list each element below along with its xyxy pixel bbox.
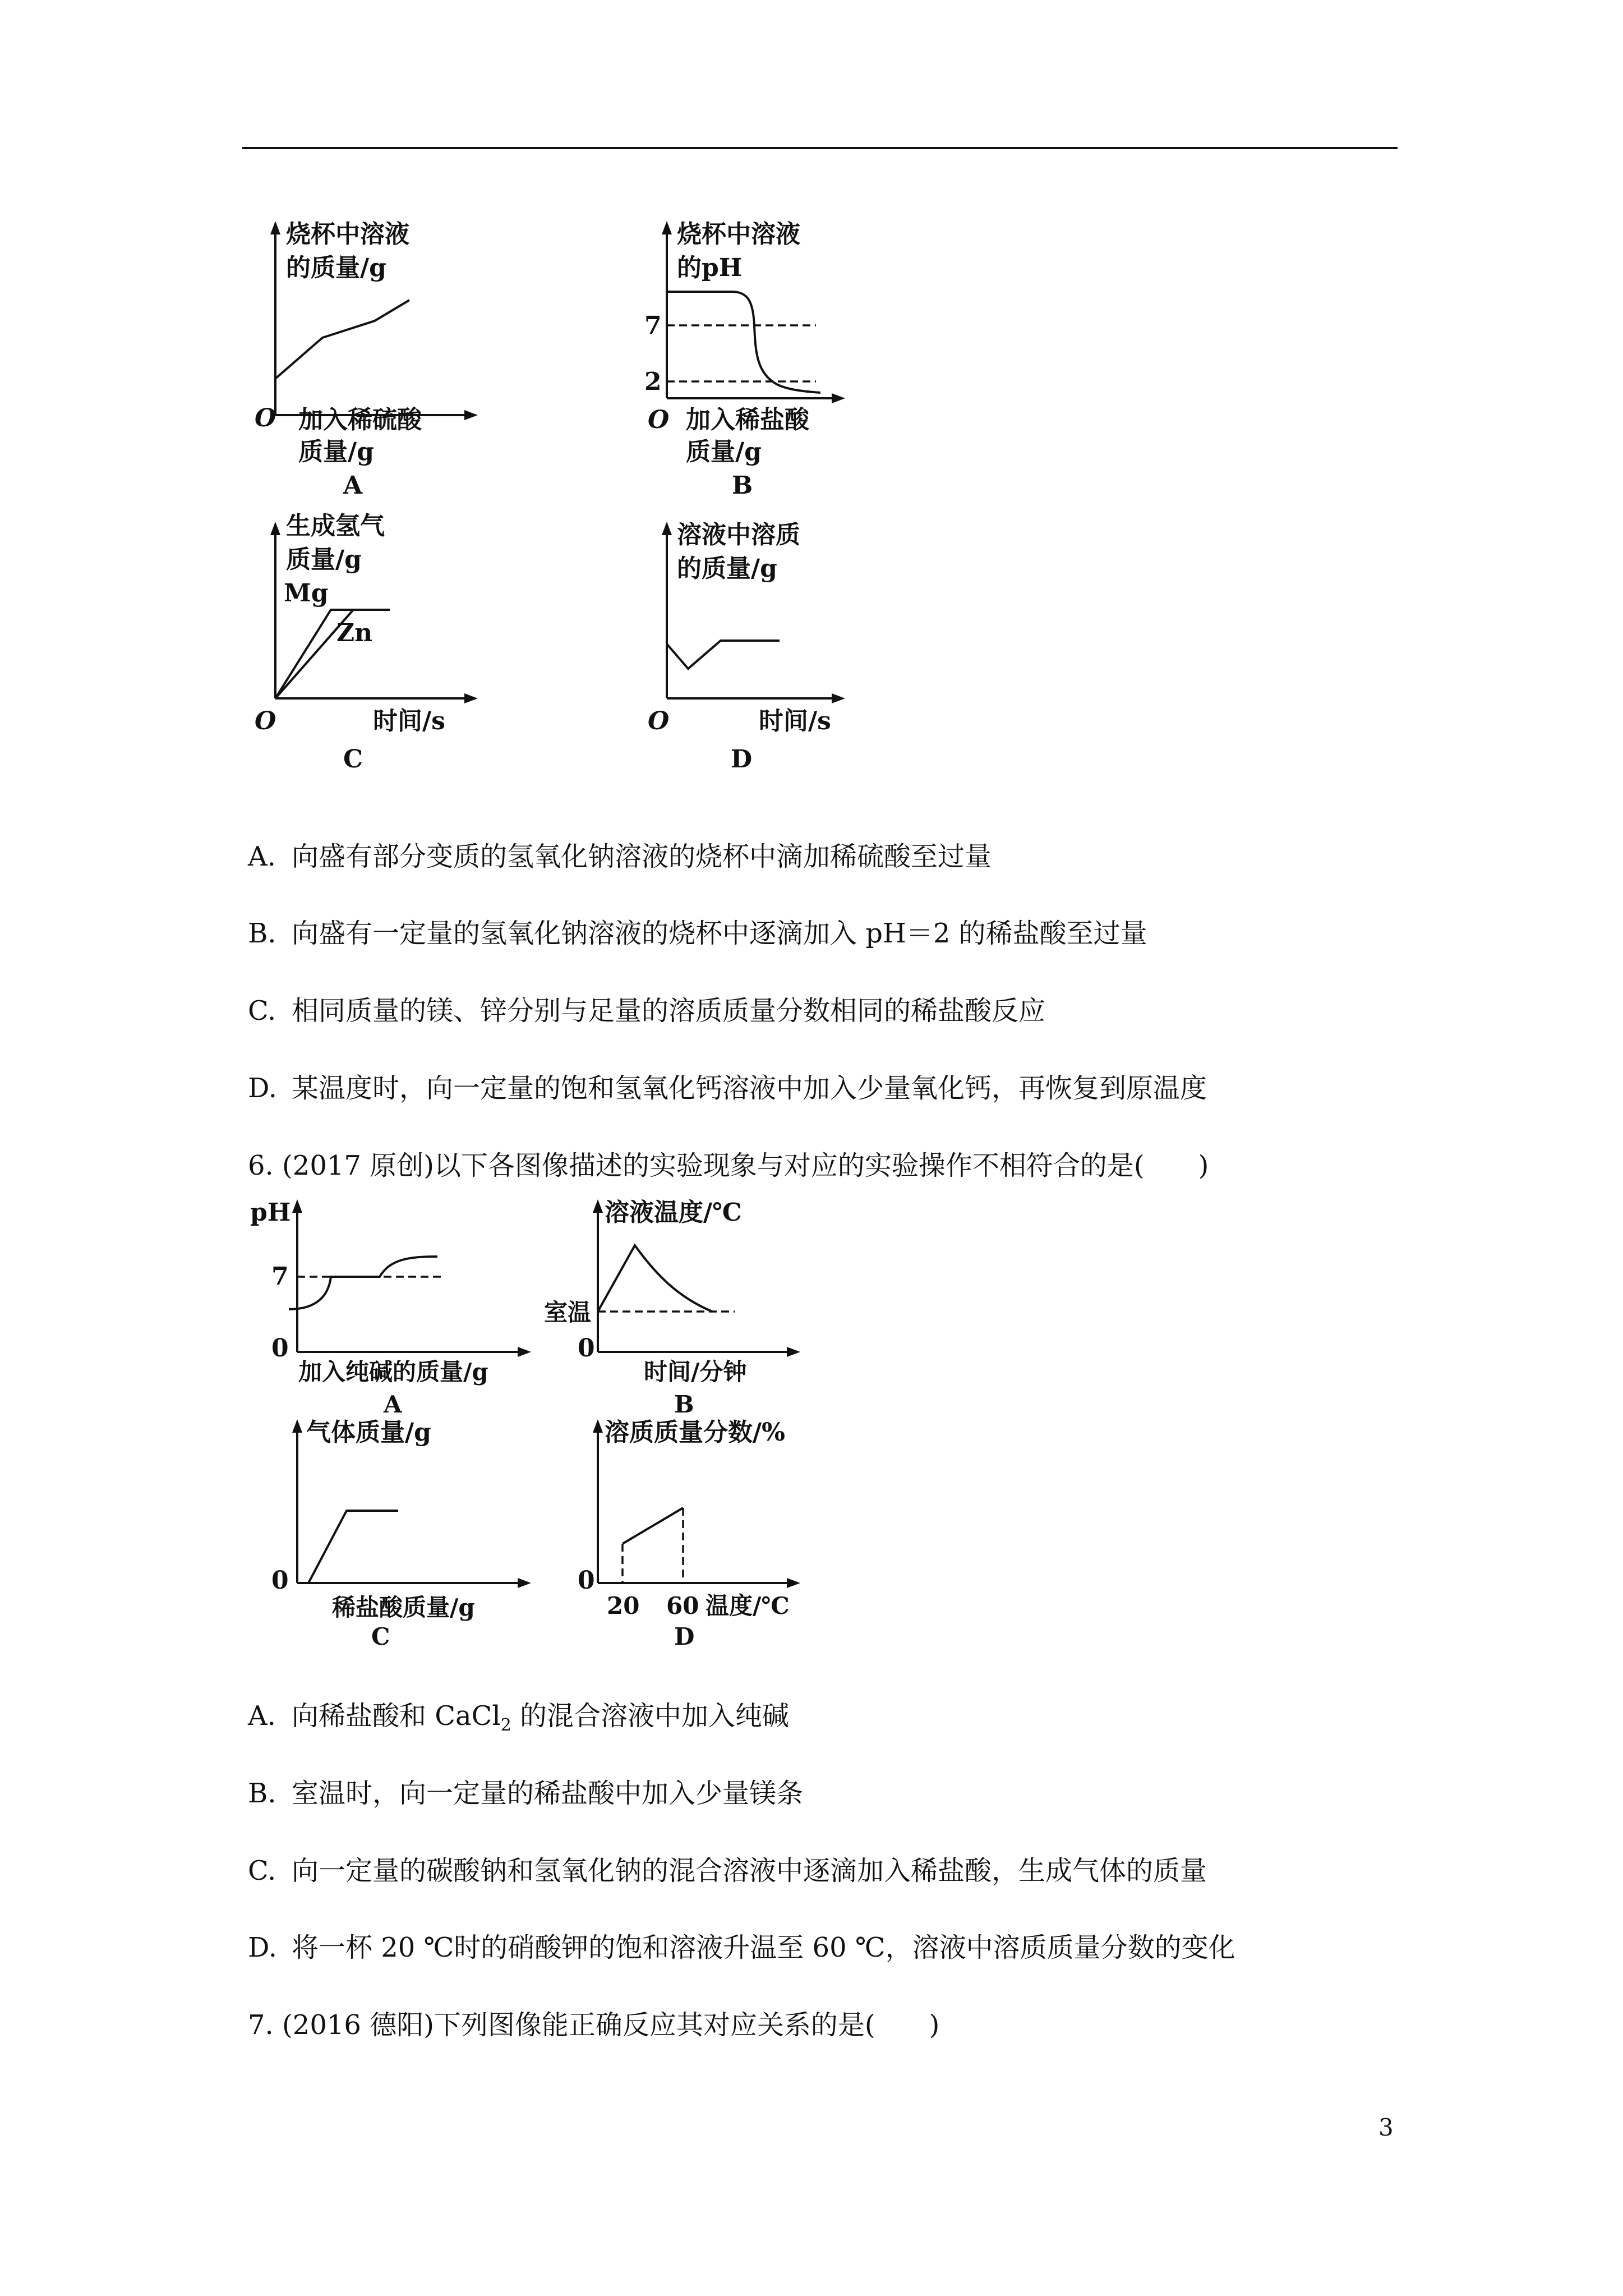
figure-caption: C	[343, 745, 363, 774]
curve-mass	[275, 300, 409, 379]
option-text: 向盛有部分变质的氢氧化钠溶液的烧杯中滴加稀硫酸至过量	[292, 841, 992, 872]
ylabel-1: 溶液中溶质	[677, 521, 800, 549]
ylabel: 溶质质量分数/%	[605, 1418, 785, 1447]
option-letter: B.	[248, 1778, 276, 1809]
header-rule	[242, 147, 1398, 149]
option-letter: C.	[248, 1855, 276, 1887]
figure-1c	[247, 505, 482, 780]
tick-7: 7	[644, 311, 662, 340]
xlabel-1: 加入稀盐酸	[686, 406, 809, 434]
option-text: 室温时，向一定量的稀盐酸中加入少量镁条	[292, 1778, 804, 1809]
xlabel: 温度/℃	[706, 1592, 790, 1619]
figure-caption: A	[343, 471, 363, 500]
ylabel: 溶液温度/℃	[605, 1198, 742, 1227]
figure-1a	[247, 213, 482, 505]
option-text: 将一杯 20 ℃时的硝酸钾的饱和溶液升温至 60 ℃，溶液中溶质质量分数的变化	[292, 1932, 1235, 1963]
option-2c	[248, 1853, 1594, 1889]
option-2d	[248, 1930, 1594, 1966]
figure-caption: C	[371, 1623, 390, 1650]
origin-label: O	[648, 406, 670, 434]
curve-solute	[667, 641, 780, 669]
label-zn: Zn	[336, 619, 373, 647]
origin-label: 0	[271, 1566, 289, 1595]
figure-caption: A	[384, 1391, 402, 1418]
figure-2d	[538, 1414, 819, 1649]
question-6	[248, 1148, 1594, 1184]
figure-caption: B	[732, 471, 753, 500]
label-mg: Mg	[284, 579, 329, 608]
option-text: 相同质量的镁、锌分别与足量的溶质质量分数相同的稀盐酸反应	[292, 995, 1046, 1027]
xlabel: 时间/s	[373, 707, 445, 735]
ylabel: 气体质量/g	[306, 1418, 431, 1447]
option-subscript: 2	[500, 1715, 511, 1735]
figure-caption: D	[731, 745, 753, 774]
figure-caption: D	[674, 1623, 695, 1650]
option-letter: C.	[248, 995, 276, 1027]
option-text-before: 向稀盐酸和 CaCl	[292, 1700, 501, 1732]
curve-ph	[667, 292, 820, 393]
tick-7: 7	[271, 1262, 289, 1291]
figure-1b	[637, 213, 872, 505]
ylabel-2: 的质量/g	[286, 254, 386, 282]
figure-2c	[247, 1414, 538, 1649]
origin-label: O	[255, 707, 276, 735]
ylabel-2: 质量/g	[286, 545, 362, 574]
figure-2a	[247, 1194, 538, 1421]
option-1d	[248, 1070, 1594, 1106]
ylabel-1: 生成氢气	[286, 512, 385, 540]
figure-2b	[538, 1194, 819, 1421]
origin-label: 0	[271, 1334, 289, 1363]
tick-60: 60	[666, 1592, 699, 1619]
tick-20: 20	[607, 1592, 640, 1619]
xlabel: 时间/分钟	[644, 1358, 747, 1386]
tick-room-temp: 室温	[544, 1299, 592, 1326]
figure-1d	[637, 505, 872, 780]
option-1b	[248, 915, 1594, 951]
xlabel-2: 质量/g	[298, 438, 374, 466]
question-7	[248, 2007, 1594, 2043]
ylabel-2: 的pH	[677, 254, 743, 282]
ylabel: pH	[250, 1198, 291, 1227]
xlabel: 时间/s	[759, 707, 831, 735]
option-letter: D.	[248, 1932, 278, 1963]
option-letter: A.	[248, 841, 276, 872]
option-2a	[248, 1698, 1594, 1743]
option-letter: B.	[248, 918, 276, 949]
figure-caption: B	[674, 1391, 694, 1418]
curve-gas	[308, 1511, 398, 1583]
option-text: 某温度时，向一定量的饱和氢氧化钙溶液中加入少量氧化钙，再恢复到原温度	[292, 1073, 1207, 1104]
option-text: 向盛有一定量的氢氧化钠溶液的烧杯中逐滴加入 pH＝2 的稀盐酸至过量	[292, 918, 1147, 949]
curve-fraction	[623, 1508, 683, 1544]
ylabel-1: 烧杯中溶液	[677, 220, 800, 249]
tick-2: 2	[644, 367, 662, 396]
ylabel-1: 烧杯中溶液	[286, 220, 409, 249]
origin-label: O	[648, 707, 670, 735]
option-letter: D.	[248, 1073, 278, 1104]
curve-temperature	[598, 1245, 712, 1312]
option-letter: A.	[248, 1700, 276, 1732]
option-text-after: 的混合溶液中加入纯碱	[511, 1700, 790, 1732]
question-text: 6. (2017 原创)以下各图像描述的实验现象与对应的实验操作不相符合的是( )	[248, 1150, 1209, 1181]
curve-ph	[289, 1257, 437, 1309]
question-text: 7. (2016 德阳)下列图像能正确反应其对应关系的是( )	[248, 2009, 940, 2041]
page-number: 3	[1378, 2114, 1394, 2141]
xlabel: 加入纯碱的质量/g	[298, 1358, 488, 1386]
origin-label: 0	[578, 1566, 595, 1595]
origin-label: O	[255, 404, 276, 432]
option-1c	[248, 993, 1594, 1029]
xlabel-2: 质量/g	[686, 438, 762, 466]
ylabel-2: 的质量/g	[677, 554, 777, 583]
origin-label: 0	[578, 1334, 595, 1363]
option-2b	[248, 1775, 1594, 1811]
option-text: 向一定量的碳酸钠和氢氧化钠的混合溶液中逐滴加入稀盐酸，生成气体的质量	[292, 1855, 1207, 1887]
curve-mg	[275, 610, 390, 698]
xlabel-1: 加入稀硫酸	[298, 406, 422, 434]
xlabel: 稀盐酸质量/g	[332, 1594, 475, 1621]
option-1a	[248, 839, 1594, 875]
